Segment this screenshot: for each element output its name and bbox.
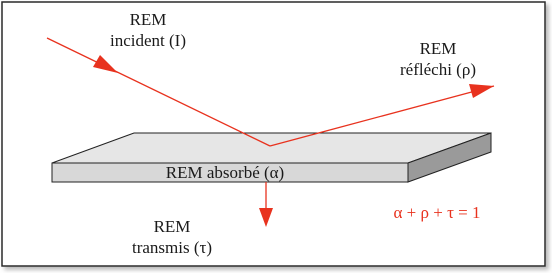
energy-balance-equation: α + ρ + τ = 1 <box>393 203 481 222</box>
incident-label-line2: incident (I) <box>110 31 186 50</box>
incident-label-line1: REM <box>129 10 167 29</box>
transmitted-label-line2: transmis (τ) <box>131 238 213 257</box>
reflected-label-line1: REM <box>419 39 457 58</box>
transmitted-label-line1: REM <box>153 217 191 236</box>
reflected-label-line2: réfléchi (ρ) <box>400 60 476 79</box>
absorbed-label: REM absorbé (α) <box>165 163 285 182</box>
